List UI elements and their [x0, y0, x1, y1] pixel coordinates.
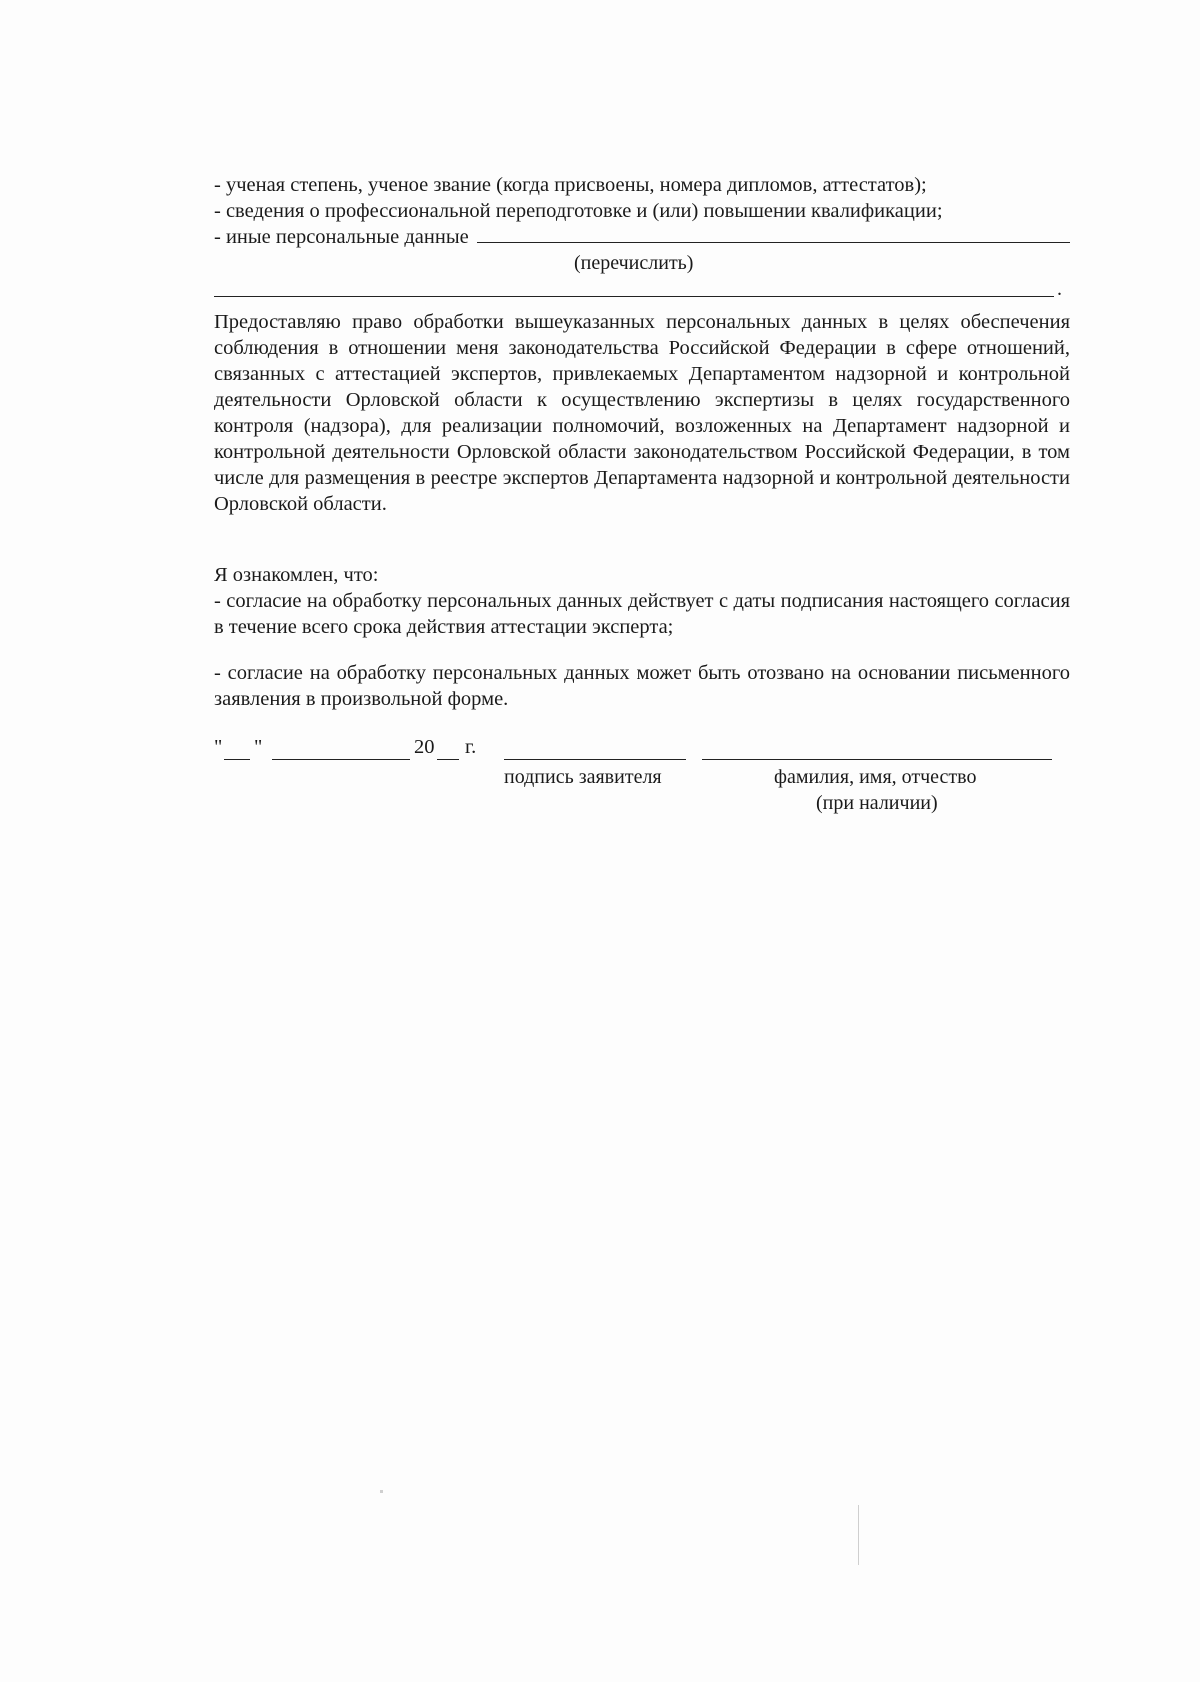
- acknowledgement-item: - согласие на обработку персональных данных может быть отозвано на основании письменного заявления в произвольной форме.: [214, 662, 1070, 710]
- date-quote-close: ": [254, 736, 263, 758]
- list-item-other-label: - иные персональные данные: [214, 226, 469, 248]
- spacer: [214, 538, 1070, 562]
- year-blank[interactable]: [437, 757, 459, 760]
- list-item-training: - сведения о профессиональной переподготовке и (или) повышении квалификации;: [214, 200, 943, 222]
- signature-row: [214, 734, 1070, 764]
- month-blank[interactable]: [272, 757, 410, 760]
- scan-artifact: [858, 1505, 859, 1565]
- consent-paragraph: Предоставляю право обработки вышеуказанных персональных данных в целях обеспечения соблюдения в отношении меня законодательства Российской Федерации в сфере отношений, связанных с аттестацией экспертов, привлекаемых Департаментом надзорной и контрольной деятельности Орловской области к осуществлению экспертизы в целях государственного контроля (надзора), для реализации полномочий, возложенных на Департамент надзорной и контрольной деятельности Орловской области законодательством Российской Федерации, в том числе для размещения в реестре экспертов Департамента надзорной и контрольной деятельности Орловской области.: [214, 311, 1070, 515]
- date-quote-open: ": [214, 736, 223, 758]
- signature-blank[interactable]: [504, 757, 686, 760]
- list-item-degree: - ученая степень, ученое звание (когда присвоены, номера дипломов, аттестатов);: [214, 174, 927, 196]
- day-blank[interactable]: [224, 757, 250, 760]
- full-name-blank[interactable]: [702, 757, 1052, 760]
- acknowledgement-heading: Я ознакомлен, что:: [214, 563, 379, 586]
- blank-end-mark: .: [1057, 278, 1062, 300]
- other-data-blank[interactable]: [477, 224, 1070, 243]
- list-item-other: [214, 224, 1070, 250]
- full-name-caption-note: (при наличии): [816, 792, 938, 814]
- consent-form-body: [214, 172, 1070, 820]
- acknowledgement-item: - согласие на обработку персональных данных действует с даты подписания настоящего согласия в течение всего срока действия аттестации эксперта;: [214, 589, 1070, 638]
- scan-artifact: [380, 1490, 383, 1493]
- full-name-caption: фамилия, имя, отчество: [774, 766, 977, 788]
- other-data-caption: (перечислить): [574, 252, 694, 274]
- other-data-continuation-blank[interactable]: [214, 276, 1062, 300]
- year-prefix: 20: [414, 736, 435, 758]
- year-suffix: г.: [465, 736, 477, 758]
- signature-captions: [214, 764, 1070, 820]
- signature-caption: подпись заявителя: [504, 766, 662, 788]
